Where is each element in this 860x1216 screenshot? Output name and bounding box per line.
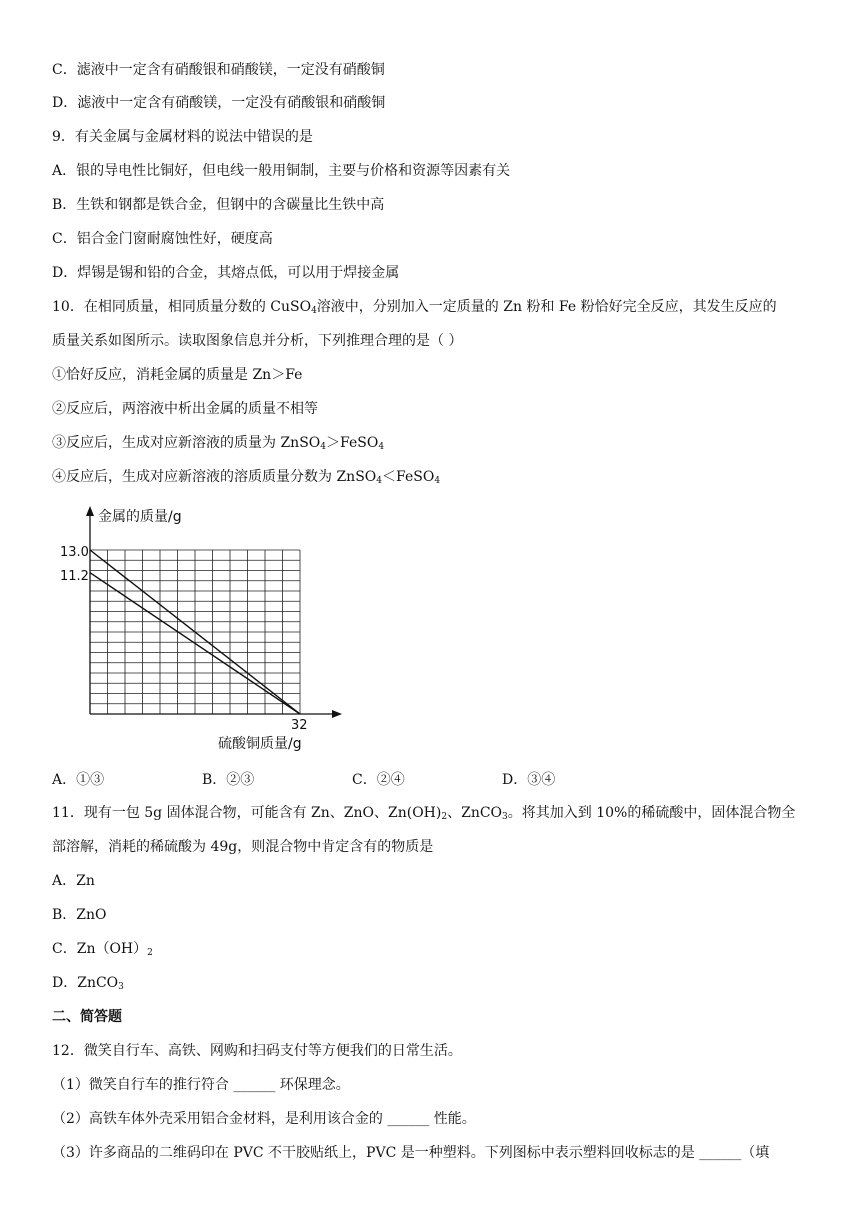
q10-statement-4 [52, 467, 820, 491]
subscript: 2 [147, 948, 153, 958]
chart-axes [86, 506, 342, 718]
q10-text: 10．在相同质量，相同质量分数的 CuSO [52, 299, 312, 315]
q9-stem: 9．有关金属与金属材料的说法中错误的是 [52, 129, 313, 145]
q8-option-d: D．滤液中一定含有硝酸镁，一定没有硝酸银和硝酸铜 [52, 95, 386, 111]
y-axis-arrow [86, 506, 94, 516]
subscript: 4 [378, 442, 385, 452]
q12-stem: 12．微笑自行车、高铁、网购和扫码支付等方便我们的日常生活。 [52, 1043, 462, 1059]
option-text: C．Zn（OH） [52, 941, 148, 957]
q11-option-a[interactable]: A．Zn [52, 873, 95, 889]
q12-part-2: （2）高铁车体外壳采用铝合金材料，是利用该合金的 ______ 性能。 [52, 1111, 476, 1127]
q12-part-1: （1）微笑自行车的推行符合 ______ 环保理念。 [52, 1077, 350, 1093]
q10-option-d[interactable]: D．③④ [502, 772, 556, 788]
statement-text: ＞FeSO [326, 435, 379, 451]
q10-options [52, 770, 812, 790]
q11-text: 。将其加入到 10%的稀硫酸中，固体混合物全 [507, 805, 796, 821]
q10-option-a[interactable]: A．①③ [52, 772, 105, 788]
y-tick-label: 13.0 [60, 545, 89, 560]
y-tick-label: 11.2 [60, 569, 89, 584]
q10-option-b[interactable]: B．②③ [202, 772, 255, 788]
q9-option-d: D．焊锡是锡和铅的合金，其熔点低，可以用于焊接金属 [52, 265, 400, 281]
q9-option-c: C．铝合金门窗耐腐蚀性好，硬度高 [52, 231, 273, 247]
q10-text: 溶液中，分别加入一定质量的 Zn 粉和 Fe 粉恰好完全反应，其发生反应的 [316, 299, 777, 315]
q11-option-c[interactable] [52, 939, 820, 963]
q11-option-b[interactable]: B．ZnO [52, 907, 107, 923]
q9-option-b: B．生铁和钢都是铁合金，但钢中的含碳量比生铁中高 [52, 197, 385, 213]
q10-statement-3 [52, 433, 820, 457]
subscript: 4 [320, 442, 326, 452]
q10-statement-1: ①恰好反应，消耗金属的质量是 Zn＞Fe [52, 367, 303, 383]
section-heading: 二、简答题 [52, 1009, 122, 1025]
q11-option-d[interactable] [52, 973, 820, 997]
q11-stem-line2: 部溶解，消耗的稀硫酸为 49g，则混合物中肯定含有的物质是 [52, 839, 434, 855]
x-axis-arrow [332, 710, 342, 718]
q9-option-a: A．银的导电性比铜好，但电线一般用铜制，主要与价格和资源等因素有关 [52, 163, 511, 179]
q11-text: 、ZnCO [447, 805, 503, 821]
subscript: 2 [441, 812, 448, 822]
subscript: 4 [311, 306, 317, 316]
subscript: 4 [434, 476, 441, 486]
subscript: 3 [502, 812, 508, 822]
option-text: D．ZnCO [52, 975, 119, 991]
q12-part-3: （3）许多商品的二维码印在 PVC 不干胶贴纸上，PVC 是一种塑料。下列图标中表示塑料回收标志的是 ______（填 [52, 1145, 770, 1161]
statement-text: ＜FeSO [382, 469, 435, 485]
x-axis-label: 硫酸铜质量/g [218, 736, 302, 752]
statement-text: ③反应后，生成对应新溶液的质量为 ZnSO [52, 435, 321, 451]
q11-text: 11．现有一包 5g 固体混合物，可能含有 Zn、ZnO、Zn(OH) [52, 805, 442, 821]
q10-stem-line2: 质量关系如图所示。读取图象信息并分析，下列推理合理的是（ ） [52, 333, 463, 349]
q10-stem-line1 [52, 297, 820, 321]
y-axis-label: 金属的质量/g [98, 509, 182, 525]
x-tick-label: 32 [291, 718, 308, 733]
statement-text: ④反应后，生成对应新溶液的溶质质量分数为 ZnSO [52, 469, 377, 485]
q8-option-c: C．滤液中一定含有硝酸银和硝酸镁，一定没有硝酸铜 [52, 62, 385, 78]
q11-stem-line1 [52, 803, 820, 827]
q10-statement-2: ②反应后，两溶液中析出金属的质量不相等 [52, 401, 318, 417]
metal-mass-chart [50, 500, 350, 755]
q10-option-c[interactable]: C．②④ [352, 772, 405, 788]
subscript: 3 [118, 982, 124, 992]
subscript: 4 [376, 476, 382, 486]
